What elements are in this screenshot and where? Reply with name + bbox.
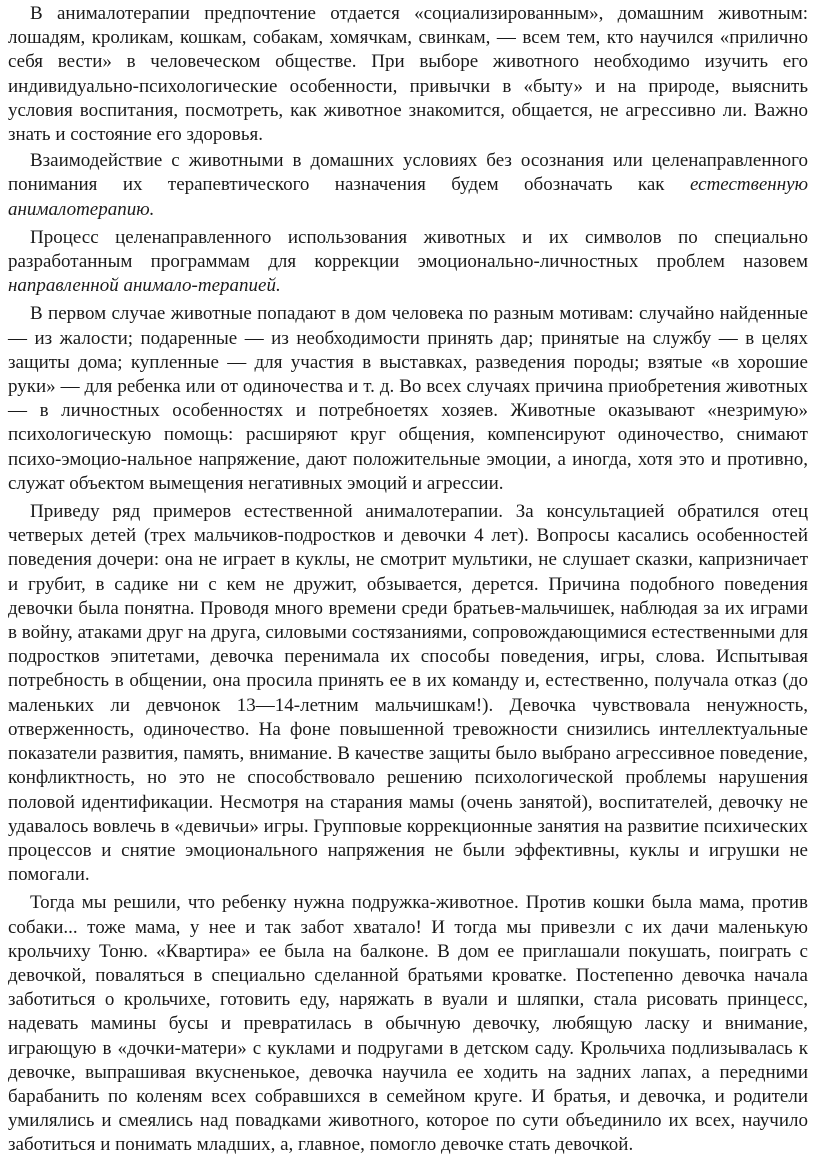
paragraph-natural-therapy-definition [8,149,808,222]
italic-term: направленной анимало-терапией. [8,275,281,297]
paragraph-text: В анималотерапии предпочтение отдается «социализированным», домашним животным: лошадям, кроликам, кошкам, собакам, хомячкам, свинкам, — всем тем, кто научился «прилично себя вести» в человеческом обществе. При выборе животного необходимо изучить его индивидуально-психологические особенности, привычки в «быту» и на природе, выяснить условия воспитания, посмотреть, как животное знакомится, общается, не агрессивно ли. Важно знать и состояние его здоровья. [8,3,808,146]
paragraph-text: В первом случае животные попадают в дом человека по разным мотивам: случайно найденные — из жалости; подаренные — из необходимости принять дар; принятые на службу — в целях защиты дома; купленные — для участия в выставках, разведения породы; взятые «в хорошие руки» — для ребенка или от одиночества и т. д. Во всех случаях причина приобретения животных — в личностных особенностях и потребноетях хозяев. Животные оказывают «незримую» психологическую помощь: расширяют круг общения, компенсируют одиночество, снимают психо-эмоцио-нальное напряжение, дают положительные эмоции, а иногда, хотя это и противно, служат объектом вымещения негативных эмоций и агрессии. [8,303,808,494]
paragraph-text: Взаимодействие с животными в домашних условиях без осознания или целенаправленного понимания их терапевтического назначения будем обозначать как [8,150,808,196]
paragraph-directed-therapy-definition [8,226,808,299]
paragraph-animal-selection [8,2,808,147]
paragraph-text: Приведу ряд примеров естественной анималотерапии. За консультацией обратился отец четверых детей (трех мальчиков-подростков и девочки 4 лет). Вопросы касались особенностей поведения дочери: она не играет в куклы, не смотрит мультики, не слушает сказки, капризничает и грубит, в садике ни с кем не дружит, обзывается, дерется. Причина подобного поведения девочки была понятна. Проводя много времени среди братьев-мальчишек, наблюдая за их играми в войну, атаками друг на друга, силовыми состязаниями, сопровождающимися естественными для подростков эпитетами, девочка перенимала их способы поведения, игры, слова. Испытывая потребность в общении, она просила принять ее в их команду и, естественно, получала отказ (до маленьких ли девчонок 13—14-летним мальчишкам!). Девочка чувствовала ненужность, отверженность, одиночество. На фоне повышенной тревожности снизились интеллектуальные показатели развития, память, внимание. В качестве защиты было выбрано агрессивное поведение, конфликтность, но это не способствовало решению психологической проблемы нарушения половой идентификации. Несмотря на старания мамы (очень занятой), воспитателей, девочку не удавалось вовлечь в «девичьи» игры. Групповые коррекционные занятия на развитие психических процессов и снятие эмоционального напряжения не были эффективны, куклы и игрушки не помогали. [8,501,808,886]
paragraph-case-example [8,500,808,887]
italic-term: естественную анималотерапию. [8,174,808,220]
paragraph-rabbit-story [8,891,808,1157]
paragraph-text: Тогда мы решили, что ребенку нужна подружка-животное. Против кошки была мама, против собаки... тоже мама, у нее и так забот хватало! И тогда мы привезли с их дачи маленькую крольчиху Тоню. «Квартира» ее была на балконе. В дом ее приглашали покушать, поиграть с девочкой, поваляться в специально сделанной братьями кроватке. Постепенно девочка начала заботиться о крольчихе, готовить еду, наряжать в вуали и шляпки, стала рисовать принцесс, надевать мамины бусы и превратилась в обычную девочку, любящую ласку и внимание, играющую в «дочки-матери» с куклами и подругами в детском саду. Крольчиха подлизывалась к девочке, выпрашивая вкусненькое, девочка научила ее ходить на задних лапах, а передними барабанить по коленям всех собравшихся в семейном круге. И братья, и девочка, и родители умилялись и смеялись над повадками животного, которое по сути объединило их всех, научило заботиться и понимать младших, а, главное, помогло девочке стать девочкой. [8,892,808,1156]
document-page [0,2,816,1156]
paragraph-text: Процесс целенаправленного использования животных и их символов по специально разработанным программам для коррекции эмоционально-личностных проблем назовем [8,226,808,273]
paragraph-motives [8,302,808,496]
